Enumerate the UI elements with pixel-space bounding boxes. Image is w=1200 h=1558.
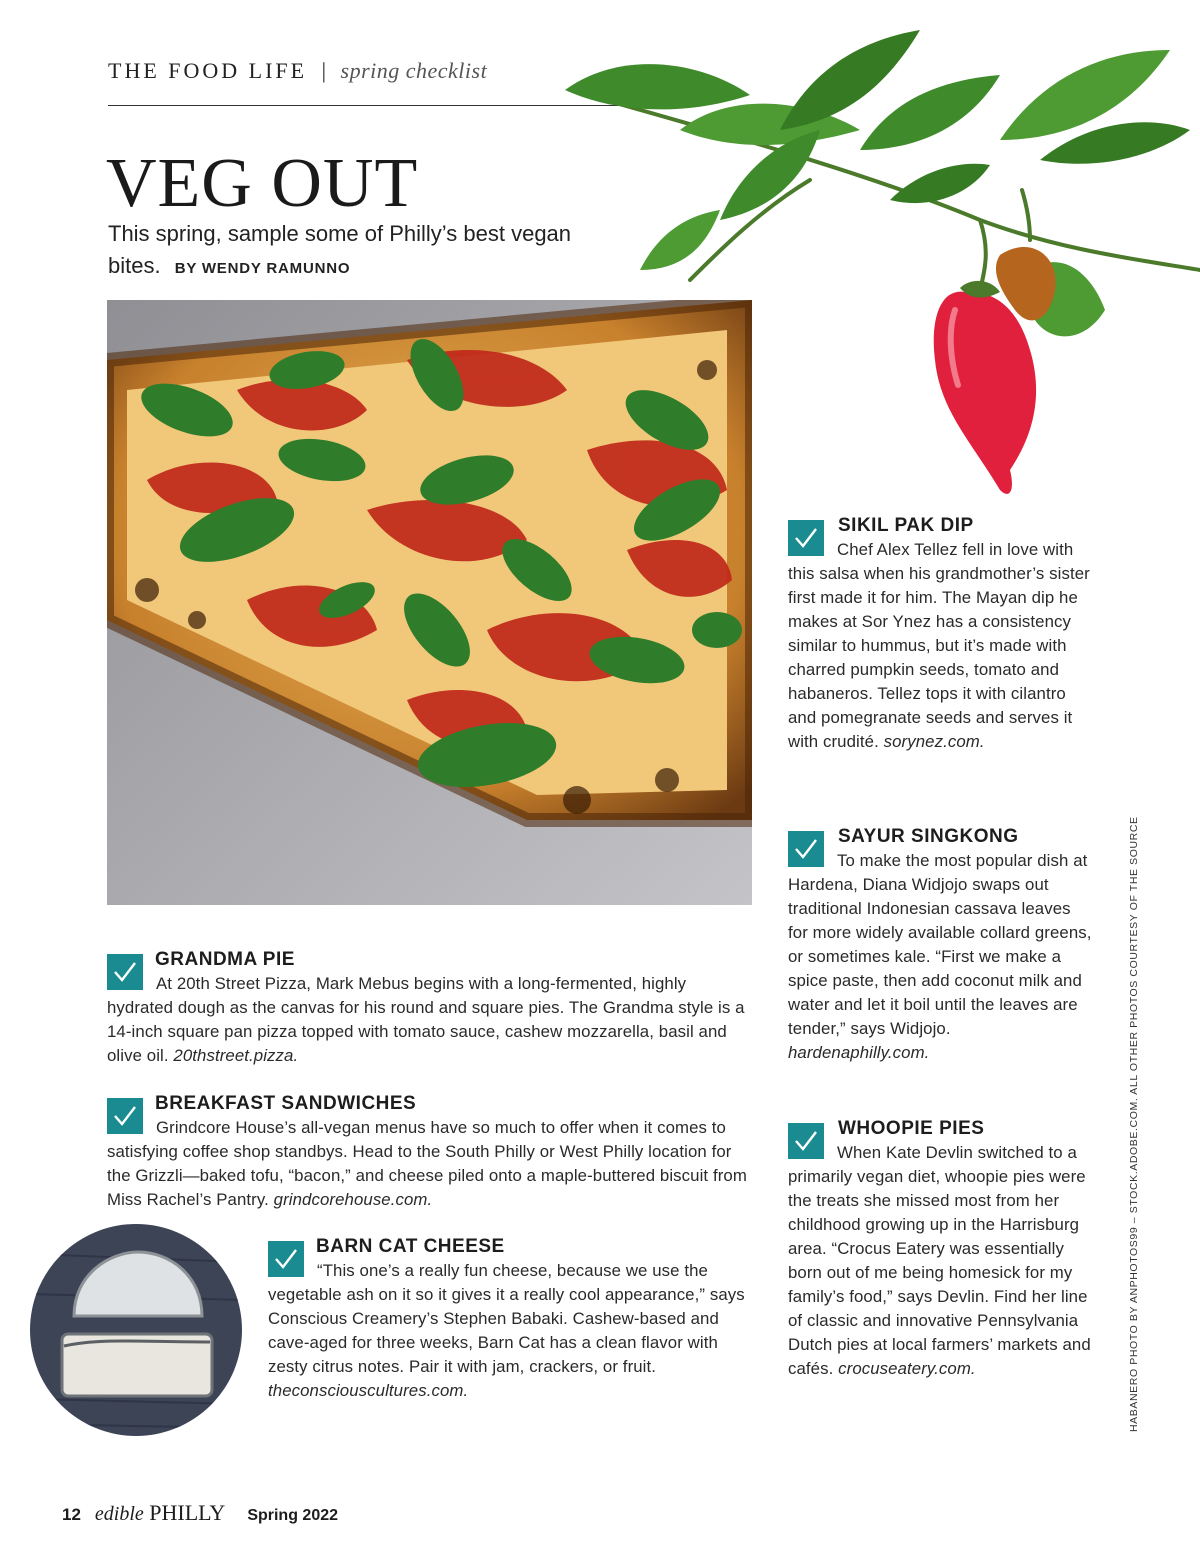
checkmark-icon: [268, 1241, 304, 1277]
item-grandma-pie: [107, 948, 752, 1068]
item-url: crocuseatery.com.: [838, 1359, 976, 1378]
item-whoopie-pies: [788, 1117, 1098, 1381]
item-body: Grindcore House’s all-vegan menus have so much to offer when it comes to satisfying coffee shop standbys. Head to the South Philly or West Philly location for the Grizzli—baked tofu, “bacon,” and cheese piled onto a maple-buttered biscuit from Miss Rachel’s Pantry. grindcorehouse.com.: [107, 1118, 747, 1209]
item-title: BARN CAT CHEESE: [316, 1236, 505, 1257]
dek-text: This spring, sample some of Philly’s best vegan bites.: [108, 221, 572, 278]
item-title: SAYUR SINGKONG: [838, 826, 1019, 847]
item-url: sorynez.com.: [883, 732, 985, 751]
checkmark-icon: [788, 831, 824, 867]
item-body: Chef Alex Tellez fell in love with this salsa when his grandmother’s sister first made it for him. The Mayan dip he makes at Sor Ynez has a consistency similar to hummus, but it’s made with charred pumpkin seeds, tomato and habaneros. Tellez tops it with cilantro and pomegranate seeds and serves it with crudité. sorynez.com.: [788, 540, 1090, 751]
item-breakfast-sandwiches: [107, 1092, 752, 1212]
magazine-brand: edible PHILLY: [94, 1500, 226, 1525]
section-header: [108, 58, 487, 84]
item-url: 20thstreet.pizza.: [173, 1046, 299, 1065]
item-sikil-pak-dip: [788, 514, 1093, 754]
item-body: At 20th Street Pizza, Mark Mebus begins with a long-fermented, highly hydrated dough as the canvas for his round and square pies. The Grandma style is a 14-inch square pan pizza topped with tomato sauce, cashew mozzarella, basil and olive oil. 20thstreet.pizza.: [107, 974, 745, 1065]
item-barn-cat-cheese: [268, 1235, 752, 1403]
checkmark-icon: [107, 1098, 143, 1134]
section-name: THE FOOD LIFE: [108, 58, 308, 83]
byline: BY WENDY RAMUNNO: [174, 260, 351, 277]
checkmark-icon: [788, 1123, 824, 1159]
cheese-photo: [30, 1224, 242, 1436]
page-number: 12: [62, 1505, 81, 1524]
header-divider: |: [321, 58, 327, 83]
item-body: “This one’s a really fun cheese, because we use the vegetable ash on it so it gives it a really cool appearance,” says Conscious Creamery’s Stephen Babaki. Cashew-based and cave-aged for three weeks, Barn Cat has a clean flavor with zesty citrus notes. Pair it with jam, crackers, or fruit. theconsciouscultures.com.: [268, 1261, 745, 1400]
item-url: hardenaphilly.com.: [788, 1043, 930, 1062]
item-url: theconsciouscultures.com.: [268, 1381, 469, 1400]
item-title: SIKIL PAK DIP: [838, 515, 974, 536]
item-body: To make the most popular dish at Hardena, Diana Widjojo swaps out traditional Indonesian cassava leaves for more widely available collard greens, or sometimes kale. “First we make a spice paste, then add coconut milk and water and let it boil until the leaves are tender,” says Widjojo. hardenaphilly.com.: [788, 851, 1092, 1062]
article-dek: [108, 218, 578, 285]
checkmark-icon: [788, 520, 824, 556]
photo-credit: HABANERO PHOTO BY ANPHOTOS99 – STOCK.ADOBE.COM. ALL OTHER PHOTOS COURTESY OF THE SOURCE: [1128, 816, 1140, 1432]
item-title: GRANDMA PIE: [155, 949, 295, 970]
section-subname: spring checklist: [340, 58, 488, 83]
page-footer: [62, 1500, 338, 1526]
item-sayur-singkong: [788, 825, 1093, 1065]
item-url: grindcorehouse.com.: [273, 1190, 433, 1209]
item-body: When Kate Devlin switched to a primarily vegan diet, whoopie pies were the treats she missed most from her childhood growing up in the Harrisburg area. “Crocus Eatery was essentially born out of me being homesick for my family’s food,” says Devlin. Find her line of classic and innovative Pennsylvania Dutch pies at local farmers’ markets and cafés. crocuseatery.com.: [788, 1143, 1091, 1378]
article-title: VEG OUT: [106, 145, 419, 222]
issue-date: Spring 2022: [247, 1507, 339, 1524]
item-title: WHOOPIE PIES: [838, 1118, 985, 1139]
pizza-photo: [107, 300, 752, 905]
item-title: BREAKFAST SANDWICHES: [155, 1093, 417, 1114]
checkmark-icon: [107, 954, 143, 990]
